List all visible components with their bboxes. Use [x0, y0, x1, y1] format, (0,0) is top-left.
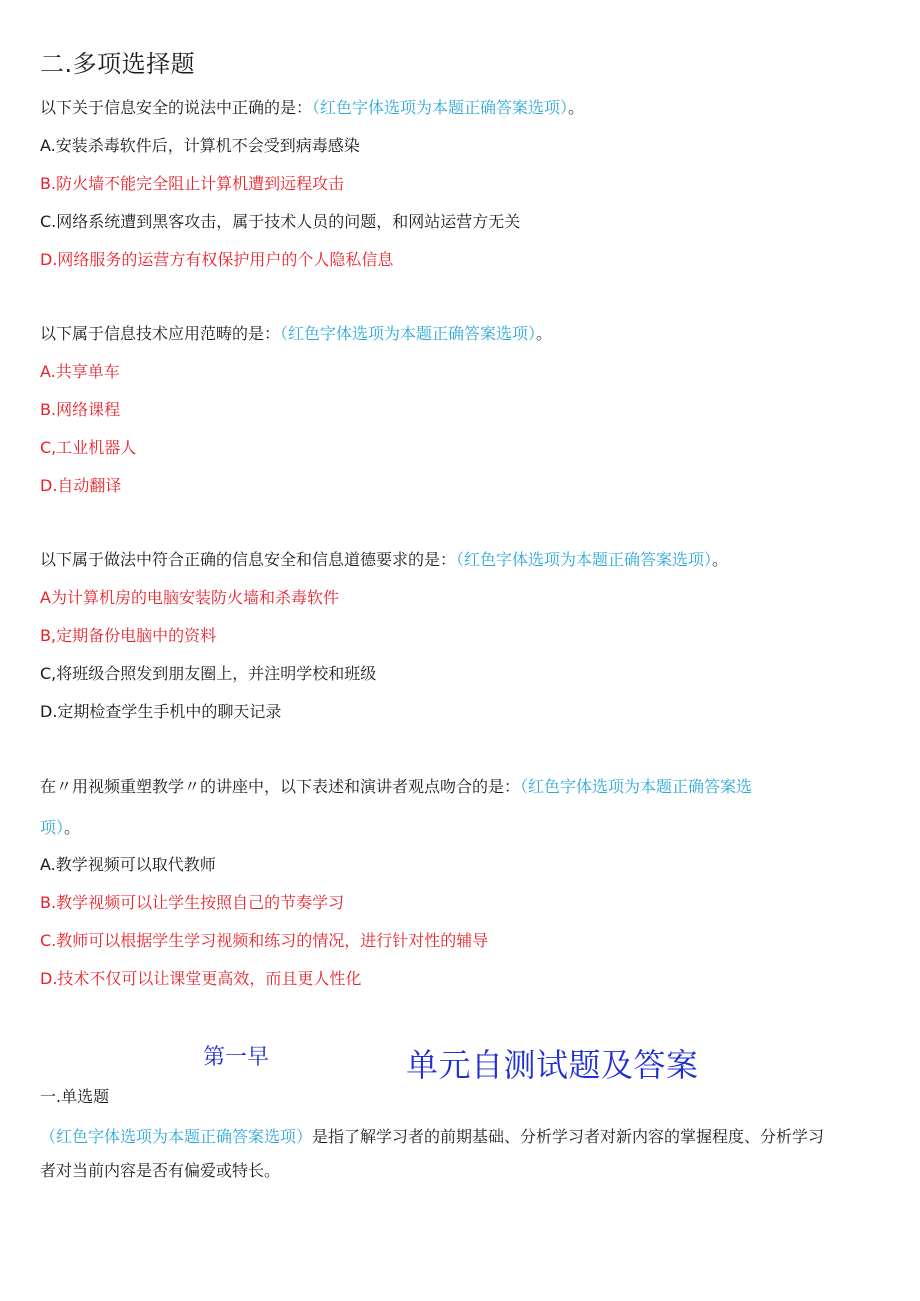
- question-stem-text: 以下属于信息技术应用范畴的是：: [40, 324, 281, 343]
- q2-option-c: C,工业机器人: [40, 438, 137, 457]
- q1-option-c: C.网络系统遭到黑客攻击，属于技术人员的问题，和网站运营方无关: [40, 212, 521, 231]
- q1-option-d: D.网络服务的运营方有权保护用户的个人隐私信息: [40, 250, 394, 269]
- question-end: 。: [712, 550, 729, 569]
- q1-option-a: A.安装杀毒软件后，计算机不会受到病毒感染: [40, 136, 360, 155]
- q2-option-b: B.网络课程: [40, 400, 121, 419]
- question-end: 。: [64, 818, 81, 837]
- q2-option-a: A.共享单车: [40, 362, 120, 381]
- q4-option-b: B.教学视频可以让学生按照自己的节奏学习: [40, 893, 345, 912]
- answer-hint-part2: 项）: [40, 818, 65, 837]
- question-end: 。: [568, 98, 585, 117]
- q4-option-c: C.教师可以根据学生学习视频和练习的情况，进行针对性的辅导: [40, 931, 489, 950]
- unit-title: 单元自测试题及答案: [406, 1046, 699, 1084]
- question-stem-text: 以下属于做法中符合正确的信息安全和信息道德要求的是：: [40, 550, 457, 569]
- last-question-text: 是指了解学习者的前期基础、分析学习者对新内容的掌握程度、分析学习: [312, 1127, 825, 1146]
- q4-option-d: D.技术不仅可以让课堂更高效，而且更人性化: [40, 969, 362, 988]
- q1-option-b: B.防火墙不能完全阻止计算机遭到远程攻击: [40, 174, 345, 193]
- q2-option-d: D.自动翻译: [40, 476, 122, 495]
- question-end: 。: [536, 324, 553, 343]
- question-4-stem-cont: [40, 818, 80, 838]
- question-stem-text: 在〃用视频重塑教学〃的讲座中，以下表述和演讲者观点吻合的是：: [40, 777, 521, 796]
- chapter-label: 第一早: [203, 1045, 270, 1070]
- section-title: 二.多项选择题: [40, 50, 196, 78]
- q3-option-b: B,定期备份电脑中的资料: [40, 626, 217, 645]
- answer-hint-part1: （红色字体选项为本题正确答案选: [520, 777, 753, 796]
- q3-option-a: A为计算机房的电脑安装防火墙和杀毒软件: [40, 588, 339, 607]
- q4-option-a: A.教学视频可以取代教师: [40, 855, 216, 874]
- answer-hint: （红色字体选项为本题正确答案选项）: [280, 324, 537, 343]
- question-stem-text: 以下关于信息安全的说法中正确的是：: [40, 98, 313, 117]
- answer-hint: （红色字体选项为本题正确答案选项）: [40, 1127, 313, 1146]
- last-question-line1: [40, 1127, 824, 1147]
- q3-option-c: C,将班级合照发到朋友圈上，并注明学校和班级: [40, 664, 377, 683]
- question-3-stem: [40, 550, 728, 570]
- question-4-stem: [40, 777, 752, 797]
- question-1-stem: [40, 98, 584, 118]
- single-choice-label: 一.单选题: [40, 1087, 110, 1106]
- question-2-stem: [40, 324, 552, 344]
- last-question-line2: 者对当前内容是否有偏爱或特长。: [40, 1161, 281, 1180]
- answer-hint: （红色字体选项为本题正确答案选项）: [312, 98, 569, 117]
- answer-hint: （红色字体选项为本题正确答案选项）: [456, 550, 713, 569]
- q3-option-d: D.定期检查学生手机中的聊天记录: [40, 702, 282, 721]
